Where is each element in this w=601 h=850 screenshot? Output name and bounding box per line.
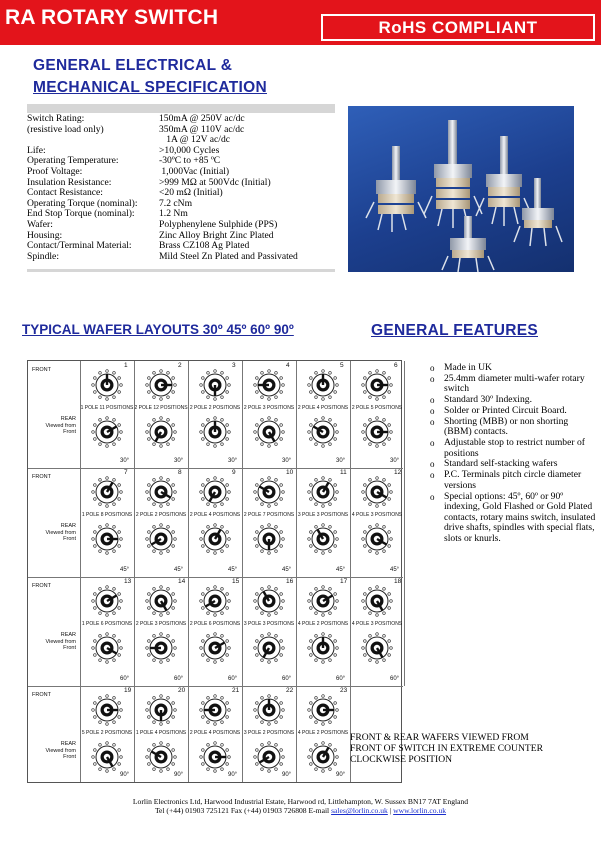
wafer-diagram-icon <box>90 631 124 665</box>
wafer-number: 9 <box>232 469 236 476</box>
spec-value: Mild Steel Zn Plated and Passivated <box>159 250 298 262</box>
wafer-caption: 3 POLE 3 POSITIONS <box>243 621 295 627</box>
wafer-diagram-icon <box>90 584 124 618</box>
spec-label <box>27 135 159 146</box>
wafer-diagram-icon <box>252 415 286 449</box>
wafer-diagram-icon <box>198 368 232 402</box>
wafer-diagram-icon <box>90 740 124 774</box>
index-angle: 30° <box>228 458 238 464</box>
rear-label <box>32 523 76 543</box>
rohs-badge: RoHS COMPLIANT <box>321 14 595 41</box>
index-angle: 45° <box>228 567 238 573</box>
spec-label: Wafer: <box>27 218 53 230</box>
cell-divider <box>242 577 243 686</box>
spec-value: 7.2 cNm <box>159 197 193 209</box>
spec-value: Polyphenylene Sulphide (PPS) <box>159 218 278 230</box>
feature-item: o Special options: 45º, 60º or 90º indexing, Gold Flashed or Gold Plated contacts, rotary mains switch, insulated drive shafts, spindles with special flats, slots or knurls. <box>426 492 596 545</box>
wafer-diagram-icon <box>306 584 340 618</box>
wafer-number: 8 <box>178 469 182 476</box>
wafer-caption: 2 POLE 2 POSITIONS <box>135 512 187 518</box>
spec-label: (resistive load only) <box>27 123 104 135</box>
index-angle: 60° <box>120 676 130 682</box>
wafer-caption: 2 POLE 4 POSITIONS <box>297 405 349 411</box>
wafer-diagram-icon <box>306 522 340 556</box>
wafer-diagram-icon <box>198 475 232 509</box>
spec-value: 150mA @ 250V ac/dc <box>159 113 245 124</box>
cell-divider <box>188 468 189 577</box>
wafer-diagram-icon <box>360 631 394 665</box>
wafer-diagram-icon <box>360 584 394 618</box>
wafer-number: 12 <box>394 469 402 476</box>
spec-table <box>27 114 298 262</box>
feature-item: o Adjustable stop to restrict number of positions <box>426 438 596 459</box>
rear-label-line: Front <box>63 645 76 651</box>
index-angle: 60° <box>228 676 238 682</box>
wafer-diagram-icon <box>144 693 178 727</box>
spec-label: Switch Rating: <box>27 113 85 124</box>
wafer-diagram-icon <box>252 368 286 402</box>
wafer-number: 15 <box>232 578 240 585</box>
spec-label: End Stop Torque (nominal): <box>27 208 135 220</box>
rear-label-line: REAR <box>60 632 76 638</box>
cell-divider <box>134 577 135 686</box>
wafer-diagram-icon <box>198 415 232 449</box>
cell-divider <box>296 577 297 686</box>
cell-divider <box>350 577 351 686</box>
footer-contact <box>0 806 601 815</box>
wafer-caption: 1 POLE 8 POSITIONS <box>81 512 133 518</box>
index-angle: 30° <box>174 458 184 464</box>
wafer-diagram-icon <box>252 631 286 665</box>
wafer-diagram-icon <box>90 415 124 449</box>
spec-label: Operating Temperature: <box>27 155 119 167</box>
spec-label: Contact Resistance: <box>27 187 103 199</box>
wafer-diagram-icon <box>360 368 394 402</box>
index-angle: 90° <box>282 772 292 778</box>
spec-row <box>27 114 298 125</box>
cell-divider <box>134 361 135 468</box>
spec-table-panel <box>27 104 335 272</box>
index-angle: 30° <box>390 458 400 464</box>
wafer-number: 2 <box>178 362 182 369</box>
wafer-diagram-icon <box>252 693 286 727</box>
feature-item: o Made in UK <box>426 363 596 374</box>
spec-value: <20 mΩ (Initial) <box>159 187 223 199</box>
wafer-caption: 3 POLE 2 POSITIONS <box>243 730 295 736</box>
rear-label <box>32 741 76 761</box>
feature-item: o Solder or Printed Circuit Board. <box>426 406 596 417</box>
wafer-diagram-icon <box>306 415 340 449</box>
wafer-number: 20 <box>178 687 186 694</box>
cell-divider <box>350 361 351 468</box>
feature-item: o 25.4mm diameter multi-wafer rotary switch <box>426 374 596 395</box>
cell-divider <box>188 577 189 686</box>
spec-value: 1,000Vac (Initial) <box>159 165 230 177</box>
wafer-number: 4 <box>286 362 290 369</box>
front-label: FRONT <box>32 583 51 589</box>
spec-label: Contact/Terminal Material: <box>27 240 132 252</box>
wafer-diagram-icon <box>144 631 178 665</box>
wafer-number: 1 <box>124 362 128 369</box>
wafer-layouts-heading: TYPICAL WAFER LAYOUTS 30º 45º 60º 90º <box>22 322 294 337</box>
front-label: FRONT <box>32 692 51 698</box>
spec-value: 350mA @ 110V ac/dc <box>159 123 245 135</box>
wafer-caption: 1 POLE 4 POSITIONS <box>135 730 187 736</box>
wafer-diagram-icon <box>252 475 286 509</box>
cell-divider <box>350 468 351 577</box>
switch-5 <box>442 216 494 272</box>
rear-label-line: Viewed from <box>45 638 76 645</box>
wafer-diagram-icon <box>198 631 232 665</box>
spec-label: Spindle: <box>27 250 59 262</box>
wafer-diagram-icon <box>198 522 232 556</box>
wafer-diagram-icon <box>306 693 340 727</box>
wafer-caption: 1 POLE 11 POSITIONS <box>80 405 134 411</box>
index-angle: 45° <box>174 567 184 573</box>
rear-label-line: Front <box>63 429 76 435</box>
wafer-caption: 2 POLE 4 POSITIONS <box>189 730 241 736</box>
spec-label: Life: <box>27 144 46 156</box>
wafer-caption: 2 POLE 3 POSITIONS <box>135 621 187 627</box>
cell-divider <box>296 361 297 468</box>
rear-label-line: Viewed from <box>45 747 76 754</box>
wafer-number: 14 <box>178 578 186 585</box>
switch-2 <box>424 120 482 228</box>
wafer-diagram-icon <box>252 584 286 618</box>
rear-label-line: Viewed from <box>45 422 76 429</box>
spec-row <box>27 252 298 263</box>
index-angle: 30° <box>336 458 346 464</box>
wafer-number: 7 <box>124 469 128 476</box>
rear-label-line: REAR <box>60 416 76 422</box>
footer-address: Lorlin Electronics Ltd, Harwood Industrial Estate, Harwood rd, Littlehampton, W. Sussex BN17 7AT England <box>132 797 469 806</box>
index-angle: 60° <box>390 676 400 682</box>
wafer-number: 19 <box>124 687 132 694</box>
footer-email-link[interactable]: sales@lorlin.co.uk <box>331 806 388 815</box>
spec-value: -30ºC to +85 ºC <box>159 155 221 167</box>
rear-label <box>32 632 76 652</box>
index-angle: 90° <box>336 772 346 778</box>
wafer-diagram-icon <box>360 475 394 509</box>
cell-divider <box>296 468 297 577</box>
wafer-diagram-icon <box>360 522 394 556</box>
features-list <box>426 363 596 545</box>
wafer-caption: 2 POLE 5 POSITIONS <box>351 405 403 411</box>
wafer-caption: 2 POLE 6 POSITIONS <box>189 621 241 627</box>
label-column-divider <box>80 361 81 782</box>
spec-label: Operating Torque (nominal): <box>27 197 138 209</box>
wafer-diagram-icon <box>252 740 286 774</box>
spec-value: >999 MΩ at 500Vdc (Initial) <box>159 176 271 188</box>
wafer-diagram-icon <box>360 415 394 449</box>
index-angle: 30° <box>282 458 292 464</box>
cell-divider <box>404 577 405 686</box>
wafer-diagram-icon <box>90 522 124 556</box>
feature-item: o P.C. Terminals pitch circle diameter versions <box>426 470 596 491</box>
wafer-caption: 4 POLE 3 POSITIONS <box>351 621 403 627</box>
wafer-diagram-icon <box>198 584 232 618</box>
index-angle: 45° <box>120 567 130 573</box>
wafer-number: 11 <box>340 469 347 476</box>
wafer-caption: 4 POLE 2 POSITIONS <box>297 730 349 736</box>
wafer-caption: 2 POLE 4 POSITIONS <box>189 512 241 518</box>
index-angle: 45° <box>336 567 346 573</box>
page-title: RA ROTARY SWITCH <box>5 6 219 29</box>
spec-value: Zinc Alloy Bright Zinc Plated <box>159 229 274 241</box>
spec-heading-line1: GENERAL ELECTRICAL & <box>33 57 233 74</box>
wafer-number: 3 <box>232 362 236 369</box>
wafer-diagram-icon <box>144 415 178 449</box>
cell-divider <box>242 468 243 577</box>
wafer-diagram-icon <box>306 740 340 774</box>
wafer-diagram-icon <box>90 693 124 727</box>
front-label: FRONT <box>32 474 51 480</box>
spec-row <box>27 167 298 178</box>
index-angle: 90° <box>228 772 238 778</box>
rear-label <box>32 416 76 436</box>
cell-divider <box>242 361 243 468</box>
wafer-diagram-icon <box>144 475 178 509</box>
spec-label: Proof Voltage: <box>27 165 83 177</box>
feature-item: o Standard 30º Indexing. <box>426 395 596 406</box>
wafer-diagram-icon <box>144 368 178 402</box>
wafer-caption: 2 POLE 7 POSITIONS <box>243 512 295 518</box>
wafer-number: 18 <box>394 578 402 585</box>
rear-label-line: REAR <box>60 523 76 529</box>
wafer-number: 22 <box>286 687 294 694</box>
wafer-view-note: FRONT & REAR WAFERS VIEWED FROM FRONT OF SWITCH IN EXTREME COUNTER CLOCKWISE POSITION <box>350 732 544 765</box>
general-features-heading: GENERAL FEATURES <box>371 322 538 339</box>
spec-value: 1.2 Nm <box>159 208 188 220</box>
switch-4 <box>514 178 562 246</box>
footer-separator: | <box>387 806 394 815</box>
wafer-number: 10 <box>286 469 294 476</box>
rear-label-line: Front <box>63 536 76 542</box>
wafer-diagram-icon <box>198 693 232 727</box>
footer-phone: Tel (+44) 01903 725121 Fax (+44) 01903 726808 E-mail <box>154 806 332 815</box>
wafer-caption: 2 POLE 12 POSITIONS <box>134 405 188 411</box>
header-bar <box>0 0 601 45</box>
index-angle: 90° <box>174 772 184 778</box>
wafer-number: 16 <box>286 578 294 585</box>
cell-divider <box>404 361 405 468</box>
index-angle: 45° <box>390 567 400 573</box>
wafer-caption: 5 POLE 2 POSITIONS <box>81 730 133 736</box>
cell-divider <box>188 361 189 468</box>
product-photo <box>348 106 574 272</box>
spec-value: Brass CZ108 Ag Plated <box>159 240 250 252</box>
index-angle: 90° <box>120 772 130 778</box>
wafer-diagram-icon <box>306 475 340 509</box>
wafer-number: 6 <box>394 362 398 369</box>
wafer-number: 23 <box>340 687 348 694</box>
wafer-diagram-icon <box>144 584 178 618</box>
rear-label-line: REAR <box>60 741 76 747</box>
wafer-diagram-icon <box>198 740 232 774</box>
spec-value: 1A @ 12V ac/dc <box>159 134 231 146</box>
footer-web-link[interactable]: www.lorlin.co.uk <box>393 806 447 815</box>
wafer-layout-grid <box>27 360 402 783</box>
index-angle: 60° <box>282 676 292 682</box>
index-angle: 60° <box>336 676 346 682</box>
wafer-diagram-icon <box>90 368 124 402</box>
cell-divider <box>404 468 405 577</box>
cell-divider <box>134 468 135 577</box>
front-label: FRONT <box>32 367 51 373</box>
spec-heading-line2: MECHANICAL SPECIFICATION <box>33 79 267 96</box>
wafer-number: 13 <box>124 578 132 585</box>
wafer-caption: 4 POLE 2 POSITIONS <box>297 621 349 627</box>
feature-item: o Standard self-stacking wafers <box>426 459 596 470</box>
wafer-caption: 2 POLE 3 POSITIONS <box>243 405 295 411</box>
wafer-diagram-icon <box>306 631 340 665</box>
wafer-diagram-icon <box>90 475 124 509</box>
wafer-diagram-icon <box>252 522 286 556</box>
wafer-number: 17 <box>340 578 348 585</box>
spec-value: >10,000 Cycles <box>159 144 220 156</box>
wafer-number: 5 <box>340 362 344 369</box>
spec-label: Insulation Resistance: <box>27 176 112 188</box>
wafer-caption: 4 POLE 3 POSITIONS <box>351 512 403 518</box>
wafer-diagram-icon <box>144 522 178 556</box>
wafer-caption: 1 POLE 6 POSITIONS <box>81 621 133 627</box>
wafer-caption: 3 POLE 3 POSITIONS <box>297 512 349 518</box>
spec-row <box>27 220 298 231</box>
wafer-diagram-icon <box>144 740 178 774</box>
index-angle: 45° <box>282 567 292 573</box>
rear-label-line: Front <box>63 754 76 760</box>
rear-label-line: Viewed from <box>45 529 76 536</box>
wafer-diagram-icon <box>306 368 340 402</box>
wafer-number: 21 <box>232 687 240 694</box>
feature-item: o Shorting (MBB) or non shorting (BBM) contacts. <box>426 417 596 438</box>
rotary-switch-photo-illustration <box>348 106 574 272</box>
spec-label: Housing: <box>27 229 63 241</box>
wafer-caption: 2 POLE 2 POSITIONS <box>189 405 241 411</box>
index-angle: 30° <box>120 458 130 464</box>
switch-1 <box>366 146 426 232</box>
index-angle: 60° <box>174 676 184 682</box>
